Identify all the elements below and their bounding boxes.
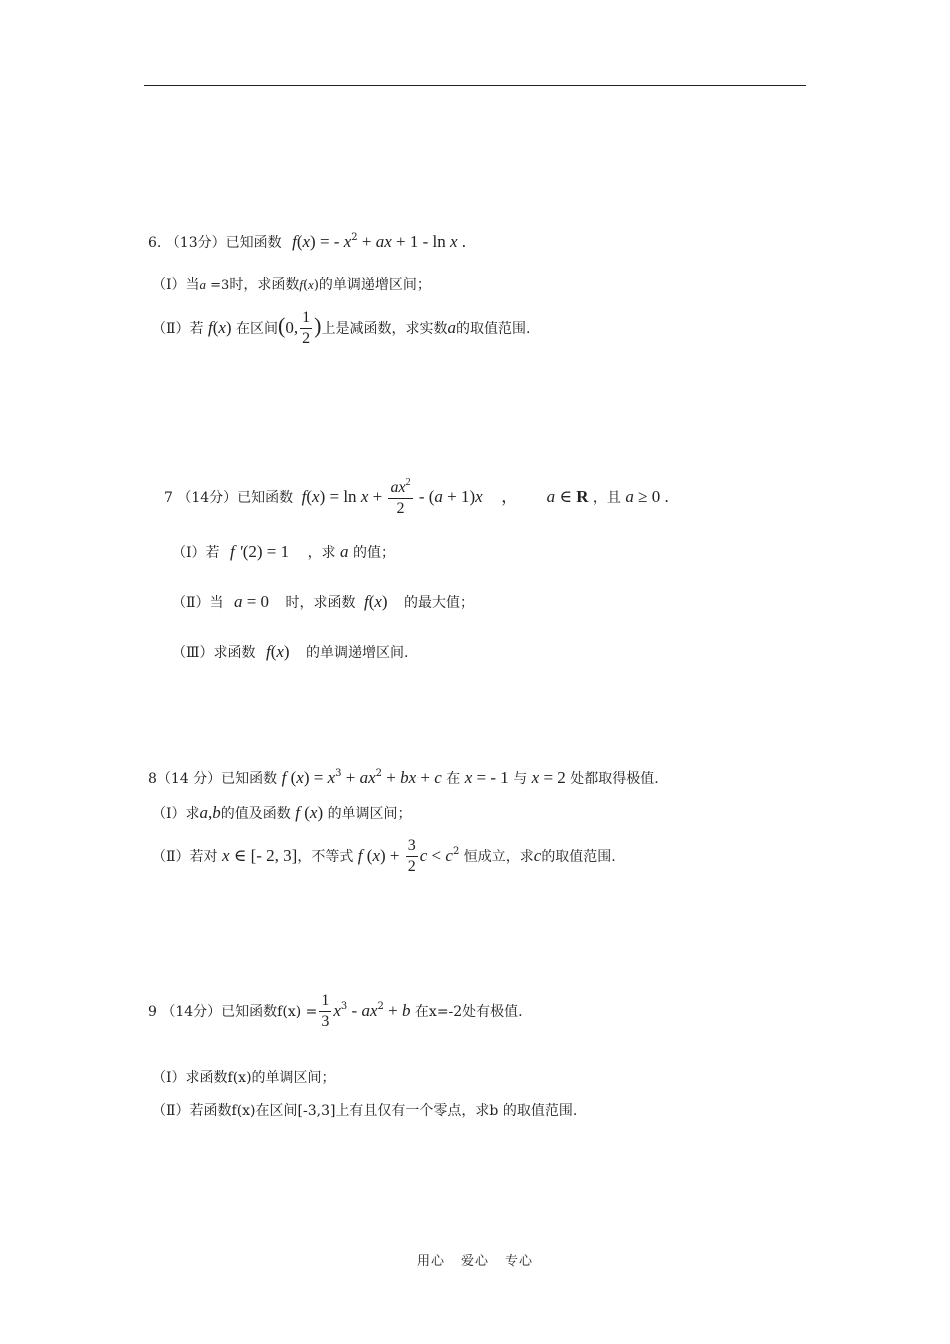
problem-8-part-1: （Ⅰ）求a,b的值及函数 f (x) 的单调区间； [152, 803, 412, 822]
problem-9-statement: 9 （14分）已知函数f(x) = $\frac{1}{3}$ $x^3 - ax^2 + b$ 在x=-2处有极值. [148, 992, 523, 1030]
problem-7-part-2: （Ⅱ）当 a = 0 时，求函数 f(x) 的最大值； [172, 592, 475, 611]
problem-9-part-1: （Ⅰ）求函数f(x)的单调区间； [152, 1070, 336, 1086]
problem-8-statement: 8（14 分）已知函数 f $(x) = x^3 + ax^2$ + bx + c 在 x = - 1 与 x = 2 处都取得极值. [148, 768, 659, 787]
problem-7-part-3: （Ⅲ）求函数 f(x) 的单调递增区间. [172, 642, 409, 661]
problem-7-statement: 7 （14分）已知函数 f(x) = ln x + $\frac{ax^2}{2}$ - (a + 1)x ， a ∈ R ，且 a ≥ 0 . [164, 477, 669, 517]
problem-8-part-2: （Ⅱ）若对 x ∈ [- 2, 3]，不等式 f (x) + $\frac{3}{2}$ $c < c^2$ 恒成立，求c的取值范围. [152, 837, 616, 875]
header-rule [144, 85, 806, 86]
problem-7-part-1: （Ⅰ）若 f ′(2) = 1 ，求 a 的值； [172, 542, 395, 561]
problem-6-part-1: （Ⅰ）当a =3时，求函数f(x)的单调递增区间； [152, 277, 431, 293]
problem-8-head: 8（14 分）已知函数 [148, 771, 278, 787]
problem-6-statement: 6. （13分）已知函数 f(x) = - $x^2$ + ax + 1 - ln x . [148, 232, 467, 251]
page-footer: 用心 爱心 专心 [416, 1254, 534, 1269]
problem-9-head: 9 （14分）已知函数 [148, 1003, 278, 1020]
problem-6-head: 6. （13分）已知函数 [148, 235, 282, 251]
problem-7-head: 7 （14分）已知函数 [164, 489, 294, 506]
problem-6-part-2: （Ⅱ）若 f(x) 在区间(0, $\frac{1}{2}$ )上是减函数，求实数a的取值范围. [152, 309, 531, 347]
problem-9-part-2: （Ⅱ）若函数f(x)在区间[-3,3]上有且仅有一个零点，求b 的取值范围. [152, 1103, 578, 1119]
